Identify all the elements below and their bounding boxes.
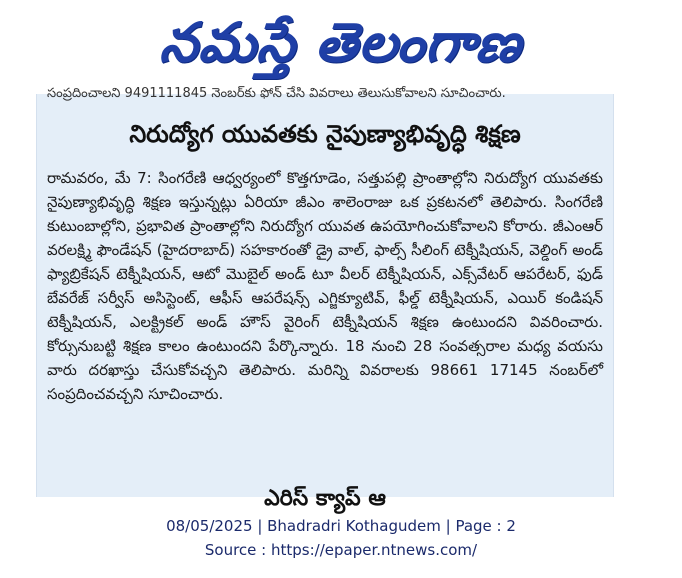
- article-body: [47, 166, 603, 406]
- masthead: [0, 4, 682, 82]
- clip-caption: [0, 514, 682, 562]
- newspaper-logo: నమస్తే తెలంగాణ: [157, 11, 525, 74]
- article-headline: నిరుద్యోగ యువతకు నైపుణ్యాభివృద్ధి శిక్షణ: [129, 120, 521, 148]
- news-clipping: [36, 86, 614, 511]
- source-link[interactable]: Source : https://epaper.ntnews.com/: [204, 541, 478, 559]
- article-paragraph: రామవరం, మే 7: సింగరేణి ఆధ్వర్యంలో కొత్తగూడెం, సత్తుపల్లి ప్రాంతాల్లోని నిరుద్యోగ యువతకు నైపుణ్యాభివృద్ధి శిక్షణ ఇస్తున్నట్లు ఏరియా జీఎం శాలెంరాజు ఒక ప్రకటనలో తెలిపారు. సింగరేణి కుటుంబాల్లోని, ప్రభావిత ప్రాంతాల్లోని నిరుద్యోగ యువత ఉపయోగించుకోవాలని కోరారు. జీఎంఆర్ వరలక్ష్మి ఫౌండేషన్ (హైదరాబాద్) సహకారంతో డ్రై వాల్, ఫాల్స్ సీలింగ్ టెక్నీషియన్, వెల్డింగ్ అండ్ ఫ్యాబ్రికేషన్ టెక్నీషియన్, ఆటో మొబైల్ అండ్ టూ వీలర్ టెక్నీషియన్, ఎక్స్‌వేటర్ ఆపరేటర్, ఫుడ్ బేవరేజ్ సర్వీస్ అసిస్టెంట్, ఆఫీస్ ఆపరేషన్స్ ఎగ్జిక్యూటివ్, ఫీల్డ్ టెక్నీషియన్, ఎయిర్ కండిషన్ టెక్నీషియన్, ఎలక్ట్రికల్ అండ్ హౌస్ వైరింగ్ టెక్నీషియన్ శిక్షణ ఉంటుందని వివరించారు. కోర్సునుబట్టి శిక్షణ కాలం ఉంటుందని పేర్కొన్నారు. 18 నుంచి 28 సంవత్సరాల మధ్య వయసు వారు దరఖాస్తు చేసుకోవచ్చని తెలిపారు. మరిన్ని వివరాలకు 98661 17145 నంబర్‌లో సంప్రదించవచ్చని సూచించారు.: [47, 169, 603, 403]
- publication-info: 08/05/2025 | Bhadradri Kothagudem | Page : 2: [166, 517, 516, 535]
- cut-off-next-headline: ఎరిస్ క్యాప్ ఆ: [264, 486, 386, 511]
- cut-off-previous-article-line: సంప్రదించాలని 9491111845 నెంబర్‌కు ఫోన్ చేసి వివరాలు తెలుసుకోవాలని సూచించారు.: [47, 86, 506, 101]
